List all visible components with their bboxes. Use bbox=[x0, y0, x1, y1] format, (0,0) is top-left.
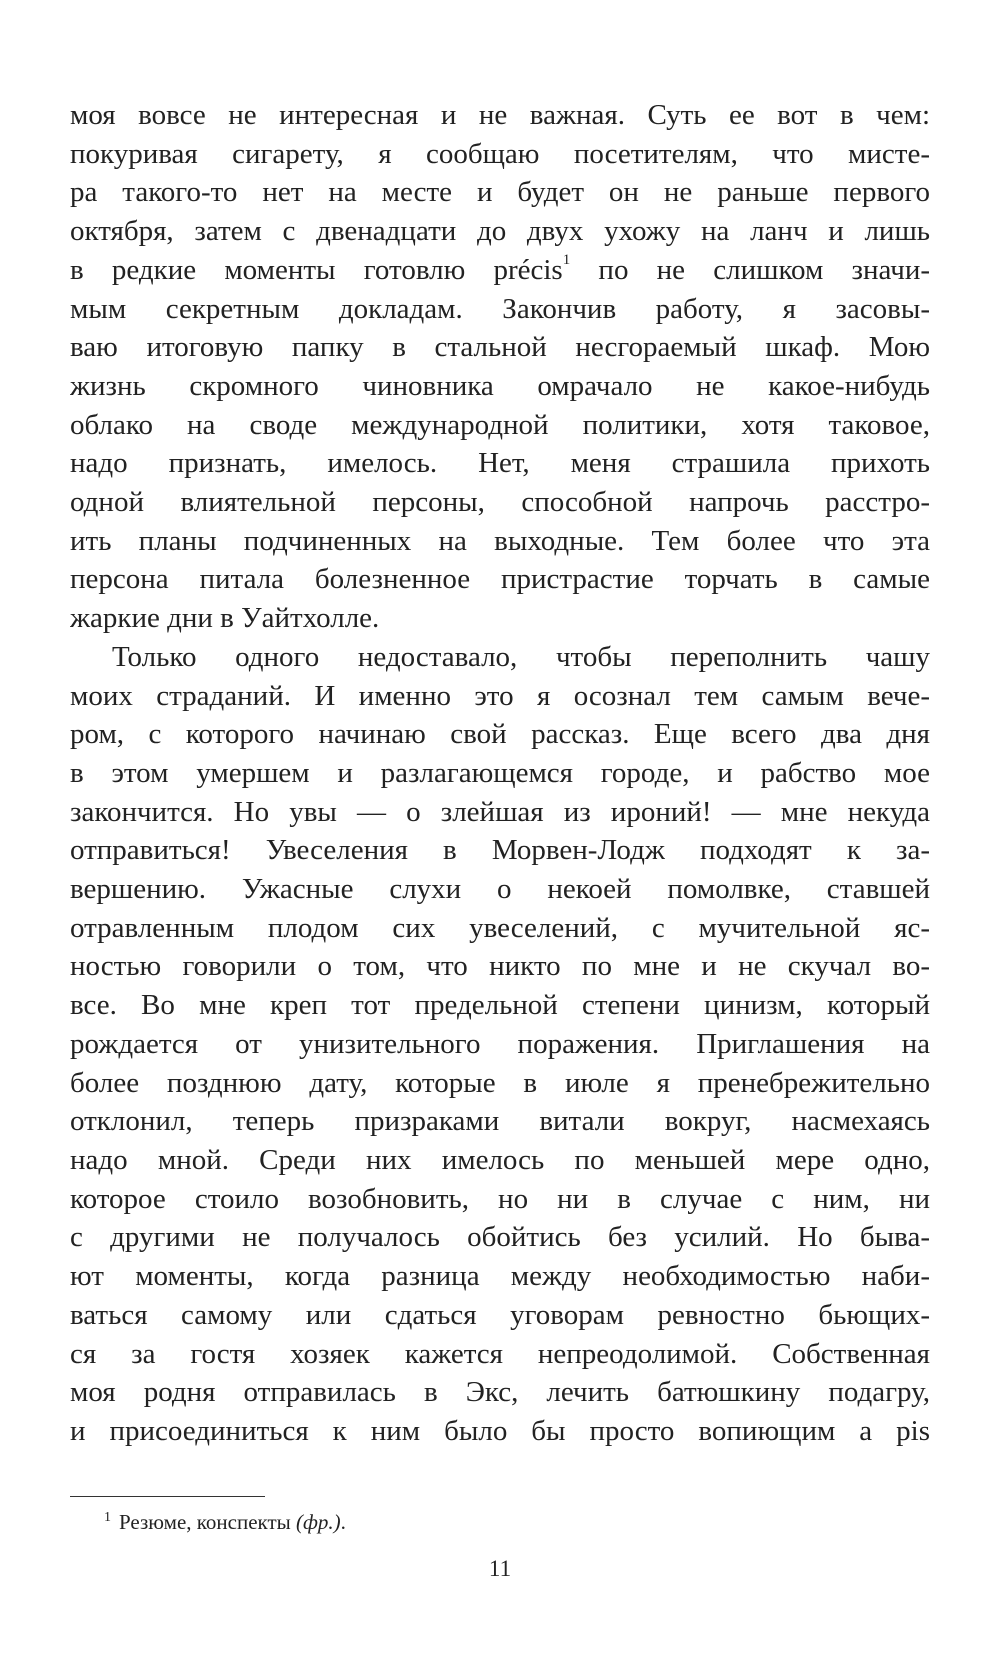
footnote-period: . bbox=[340, 1510, 346, 1534]
text-line: отклонил, теперь призраками витали вокруг, насмехаясь bbox=[70, 1105, 930, 1138]
text-line: персона питала болезненное пристрастие торчать в самые bbox=[70, 563, 930, 596]
text-line: ют моменты, когда разница между необходимостью наби- bbox=[70, 1260, 930, 1293]
text-line: покуривая сигарету, я сообщаю посетителям, что мисте- bbox=[70, 137, 930, 170]
text-line-with-footnote bbox=[70, 251, 930, 290]
text-line: мым секретным докладам. Закончив работу, я засовы- bbox=[70, 292, 930, 325]
text-line: ра такого-то нет на месте и будет он не раньше первого bbox=[70, 176, 930, 209]
text-line: все. Во мне креп тот предельной степени цинизм, который bbox=[70, 989, 930, 1022]
text-line: более позднюю дату, которые в июле я пренебрежительно bbox=[70, 1066, 930, 1099]
text-line: ваю итоговую папку в стальной несгораемый шкаф. Мою bbox=[70, 331, 930, 364]
text-line: рождается от унизительного поражения. Приглашения на bbox=[70, 1027, 930, 1060]
page-body bbox=[70, 96, 930, 1451]
paragraph-2 bbox=[70, 638, 930, 1451]
text-line: отправиться! Увеселения в Морвен-Лодж подходят к за- bbox=[70, 834, 930, 867]
text-line: надо признать, имелось. Нет, меня страшила прихоть bbox=[70, 447, 930, 480]
text-line: жаркие дни в Уайтхолле. bbox=[70, 602, 380, 635]
text-segment: по не слишком значи- bbox=[570, 253, 930, 286]
text-line: моя родня отправилась в Экс, лечить батюшкину подагру, bbox=[70, 1376, 930, 1409]
text-line: ром, с которого начинаю свой рассказ. Еще всего два дня bbox=[70, 718, 930, 751]
text-line: которое стоило возобновить, но ни в случае с ним, ни bbox=[70, 1182, 930, 1215]
text-line: отравленным плодом сих увеселений, с мучительной яс- bbox=[70, 911, 930, 944]
text-line: жизнь скромного чиновника омрачало не какое-нибудь bbox=[70, 369, 930, 402]
footnote-divider bbox=[70, 1496, 265, 1497]
text-line: ить планы подчиненных на выходные. Тем более что эта bbox=[70, 524, 930, 557]
text-line: и присоединиться к ним было бы просто вопиющим a pis bbox=[70, 1414, 930, 1447]
text-line: Только одного недоставало, чтобы переполнить чашу bbox=[112, 640, 930, 673]
footnote-marker: 1 bbox=[104, 1510, 111, 1525]
text-line: одной влиятельной персоны, способной напрочь расстро- bbox=[70, 486, 930, 519]
paragraph-1 bbox=[70, 96, 930, 638]
page-number: 11 bbox=[488, 1556, 512, 1581]
text-line: надо мной. Среди них имелось по меньшей мере одно, bbox=[70, 1143, 930, 1176]
text-line: вершению. Ужасные слухи о некоей помолвке, ставшей bbox=[70, 873, 930, 906]
text-line: облако на своде международной политики, хотя таковое, bbox=[70, 408, 930, 441]
text-line: в этом умершем и разлагающемся городе, и рабство мое bbox=[70, 756, 930, 789]
footnote-text: Резюме, конспекты bbox=[119, 1510, 297, 1534]
text-line: октября, затем с двенадцати до двух ухожу на ланч и лишь bbox=[70, 215, 930, 248]
text-line: с другими не получалось обойтись без усилий. Но быва- bbox=[70, 1221, 930, 1254]
footnote-language-note: (фр.) bbox=[296, 1510, 341, 1534]
text-line: моя вовсе не интересная и не важная. Суть ее вот в чем: bbox=[70, 99, 930, 131]
footnote-reference[interactable]: 1 bbox=[562, 252, 571, 269]
text-line: закончится. Но увы — о злейшая из ироний! — мне некуда bbox=[70, 795, 930, 828]
text-line: моих страданий. И именно это я осознал тем самым вече- bbox=[70, 679, 930, 712]
footnote bbox=[104, 1508, 346, 1540]
text-line: ся за гостя хозяек кажется непреодолимой. Собственная bbox=[70, 1337, 930, 1370]
text-line: ваться самому или сдаться уговорам ревностно бьющих- bbox=[70, 1298, 930, 1331]
text-line: ностью говорили о том, что никто по мне и не скучал во- bbox=[70, 950, 930, 983]
text-segment: в редкие моменты готовлю précis bbox=[70, 253, 563, 286]
